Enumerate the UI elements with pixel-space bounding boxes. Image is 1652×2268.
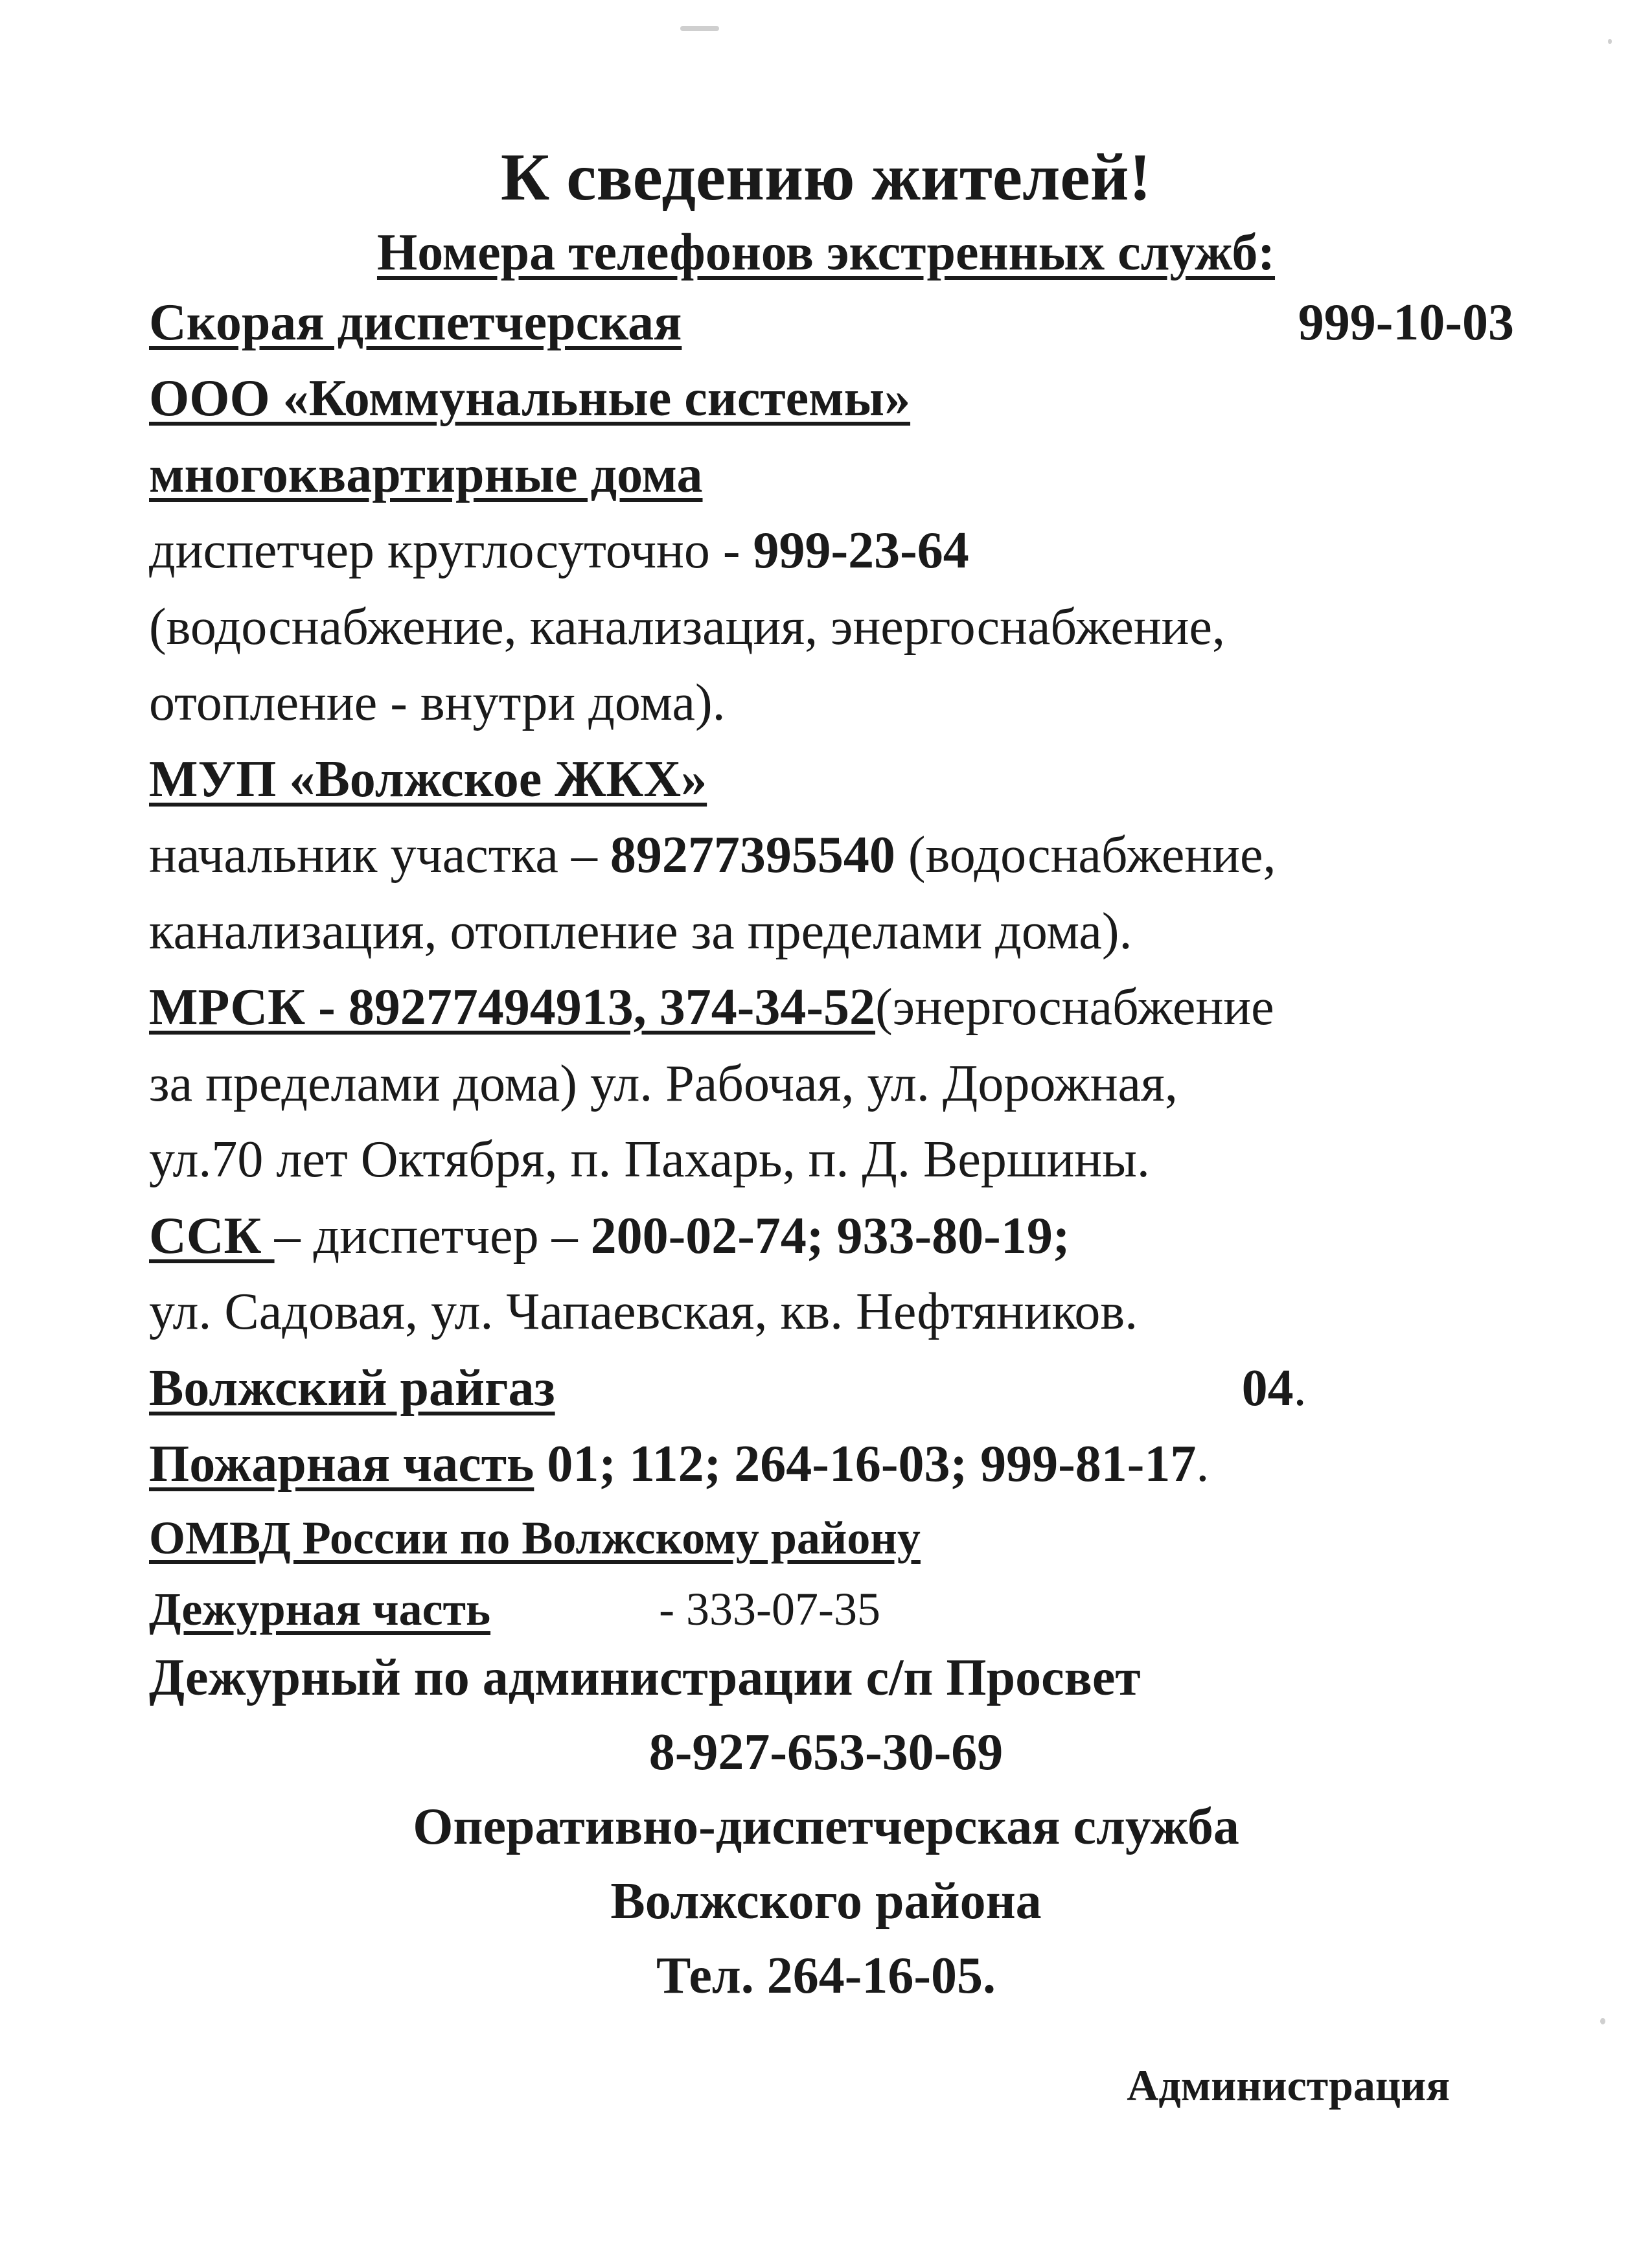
- signature: Администрация: [1127, 2061, 1450, 2110]
- mup-phone: 89277395540: [610, 827, 895, 884]
- mrsk-desc-3: ул.70 лет Октября, п. Пахарь, п. Д. Вершины.: [149, 1131, 1150, 1188]
- ambulance-phone: 999-10-03: [1298, 294, 1514, 351]
- ssk-org: ССК: [149, 1208, 275, 1265]
- mrsk-desc-2: за пределами дома) ул. Рабочая, ул. Дорожная,: [149, 1055, 1178, 1112]
- ssk-phones: 200-02-74; 933-80-19;: [590, 1208, 1070, 1265]
- ods-line-2: Волжского района: [610, 1873, 1042, 1930]
- mrsk-row: [0, 979, 1652, 1036]
- police-org: ОМВД России по Волжскому району: [149, 1512, 921, 1564]
- ambulance-row: [0, 294, 1652, 351]
- mup-label: начальник участка –: [149, 827, 610, 884]
- subtitle: [0, 224, 1652, 281]
- mup-desc-1: (водоснабжение,: [895, 827, 1276, 884]
- ks-scope: многоквартирные дома: [149, 446, 703, 503]
- fire-phones: 01; 112; 264-16-03; 999-81-17: [534, 1436, 1197, 1493]
- scan-mark: [1600, 2018, 1605, 2024]
- ods-line-1: Оперативно-диспетчерская служба: [413, 1798, 1239, 1855]
- ks-desc-1: (водоснабжение, канализация, энергоснабжение,: [149, 599, 1225, 656]
- page-title: К сведению жителей!: [500, 140, 1152, 214]
- ks-org: ООО «Коммунальные системы»: [149, 370, 911, 427]
- subtitle-text: Номера телефонов экстренных служб:: [376, 224, 1276, 281]
- fire-row: [0, 1436, 1652, 1493]
- ks-desc-2: отопление - внутри дома).: [149, 674, 726, 731]
- police-duty-row: [0, 1583, 1652, 1635]
- mup-desc-2: канализация, отопление за пределами дома).: [149, 903, 1132, 960]
- gas-row: [0, 1360, 1652, 1417]
- ssk-desc: ул. Садовая, ул. Чапаевская, кв. Нефтяников.: [149, 1283, 1138, 1340]
- fire-dot: .: [1196, 1436, 1210, 1493]
- ods-phone: Тел. 264-16-05.: [656, 1947, 996, 2004]
- ks-phone: 999-23-64: [753, 522, 969, 579]
- police-duty-label: Дежурная часть: [149, 1583, 491, 1635]
- ks-dispatcher-label: диспетчер круглосуточно -: [149, 522, 753, 579]
- admin-duty-label: Дежурный по администрации с/п Просвет: [149, 1649, 1141, 1706]
- ssk-dispatcher: – диспетчер –: [274, 1208, 591, 1265]
- scan-mark-top: [1608, 39, 1612, 44]
- ks-dispatcher-row: [0, 522, 1652, 579]
- mup-row: [0, 827, 1652, 884]
- gas-label: Волжский райгаз: [149, 1360, 555, 1417]
- admin-duty-phone: 8-927-653-30-69: [648, 1724, 1004, 1781]
- mup-org: МУП «Волжское ЖКХ»: [149, 751, 707, 808]
- ambulance-label: Скорая диспетчерская: [149, 294, 682, 351]
- mrsk-desc-1: (энергоснабжение: [875, 979, 1274, 1036]
- mrsk-head: МРСК - 89277494913, 374-34-52: [149, 979, 876, 1036]
- ssk-row: [0, 1208, 1652, 1265]
- gas-phone: 04: [1241, 1360, 1294, 1417]
- fire-label: Пожарная часть: [149, 1436, 534, 1493]
- gas-dot: .: [1293, 1360, 1307, 1417]
- police-duty-phone: - 333-07-35: [659, 1583, 880, 1635]
- scan-smudge: [680, 26, 719, 31]
